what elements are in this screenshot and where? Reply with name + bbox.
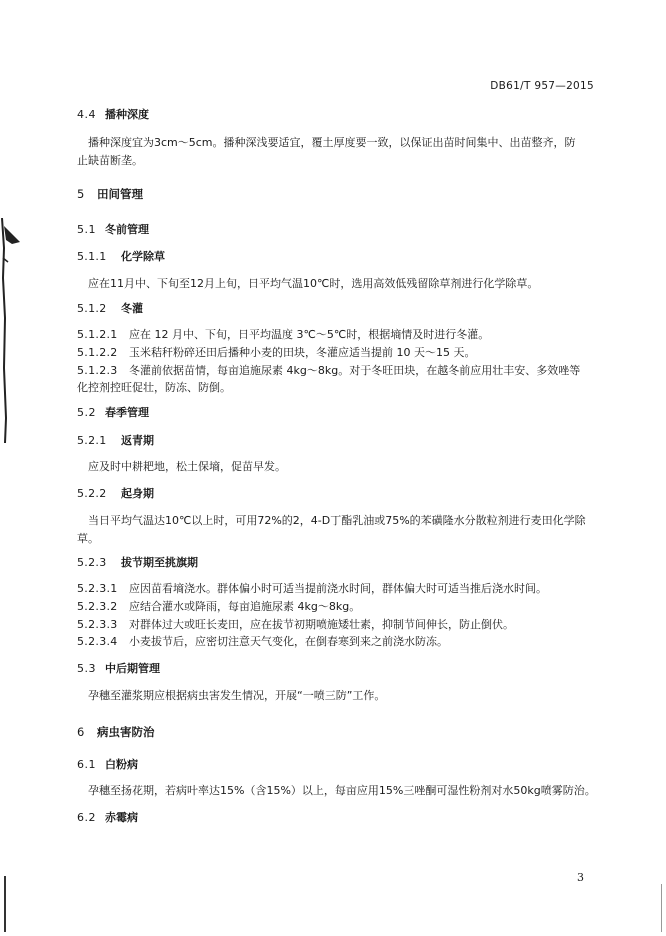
paragraph-line: 应及时中耕耙地，松土保墒，促苗早发。	[88, 460, 286, 473]
heading-5-2-3	[77, 556, 198, 570]
item-text: 冬灌前依据苗情，每亩追施尿素 4kg～8kg。对于冬旺田块，在越冬前应用壮丰安、多效唑等	[129, 364, 581, 377]
heading-number: 6.1	[77, 758, 96, 771]
heading-6-2	[77, 811, 138, 825]
heading-4-4	[77, 108, 149, 122]
list-item-5-2-3-1	[77, 582, 547, 596]
heading-title: 田间管理	[97, 187, 143, 201]
heading-title: 中后期管理	[105, 662, 160, 675]
heading-title: 赤霉病	[105, 811, 138, 824]
item-text: 小麦拔节后，应密切注意天气变化，在倒春寒到来之前浇水防冻。	[129, 635, 448, 648]
heading-6-1	[77, 758, 138, 772]
list-item-5-2-3-4	[77, 635, 448, 649]
item-number: 5.1.2.3	[77, 364, 118, 377]
item-number: 5.1.2.2	[77, 346, 118, 359]
list-item-5-2-3-3	[77, 618, 514, 632]
heading-title: 播种深度	[105, 108, 149, 121]
scan-edge-line	[4, 876, 6, 932]
heading-title: 病虫害防治	[97, 725, 155, 739]
heading-5-1-2	[77, 302, 143, 316]
item-number: 5.2.3.2	[77, 600, 118, 613]
heading-5-2	[77, 406, 149, 420]
heading-title: 春季管理	[105, 406, 149, 419]
heading-5	[77, 187, 143, 201]
paragraph-line: 孕穗至扬花期，若病叶率达15%（含15%）以上，每亩应用15%三唑酮可湿性粉剂对水50kg喷雾防治。	[88, 784, 596, 797]
heading-6	[77, 725, 155, 739]
heading-number: 5.2.1	[77, 434, 107, 447]
heading-title: 冬前管理	[105, 223, 149, 236]
list-item-5-1-2-1	[77, 328, 489, 342]
heading-number: 4.4	[77, 108, 96, 121]
item-text: 应在 12 月中、下旬，日平均温度 3℃～5℃时，根据墒情及时进行冬灌。	[129, 328, 490, 341]
heading-title: 白粉病	[105, 758, 138, 771]
heading-number: 5.1.1	[77, 250, 107, 263]
heading-title: 返青期	[121, 434, 154, 447]
item-number: 5.2.3.3	[77, 618, 118, 631]
item-text: 玉米秸秆粉碎还田后播种小麦的田块，冬灌应适当提前 10 天～15 天。	[129, 346, 476, 359]
heading-title: 化学除草	[121, 250, 165, 263]
heading-5-1	[77, 223, 149, 237]
scan-edge-line	[661, 884, 662, 932]
paragraph-line: 草。	[77, 532, 99, 545]
heading-number: 5.2	[77, 406, 96, 419]
item-number: 5.1.2.1	[77, 328, 118, 341]
list-item-5-2-3-2	[77, 600, 360, 614]
scan-edge-mark	[0, 218, 22, 443]
heading-number: 5	[77, 187, 85, 201]
paragraph-line: 止缺苗断垄。	[77, 154, 143, 167]
heading-number: 5.1.2	[77, 302, 107, 315]
paragraph-line: 当日平均气温达10℃以上时，可用72%的2，4-D丁酯乳油或75%的苯磺隆水分散粒剂进行麦田化学除	[88, 514, 586, 527]
heading-5-3	[77, 662, 160, 676]
heading-5-1-1	[77, 250, 165, 264]
item-number: 5.2.3.1	[77, 582, 118, 595]
heading-number: 5.2.2	[77, 487, 107, 500]
heading-5-2-2	[77, 487, 154, 501]
heading-number: 6.2	[77, 811, 96, 824]
list-item-5-1-2-2	[77, 346, 475, 360]
heading-title: 拔节期至挑旗期	[121, 556, 198, 569]
heading-title: 起身期	[121, 487, 154, 500]
paragraph-line: 孕穗至灌浆期应根据病虫害发生情况，开展“一喷三防”工作。	[88, 689, 386, 702]
page-number: 3	[577, 871, 584, 884]
paragraph-line: 应在11月中、下旬至12月上旬，日平均气温10℃时，选用高效低残留除草剂进行化学除草。	[88, 277, 539, 290]
heading-number: 5.3	[77, 662, 96, 675]
heading-number: 6	[77, 725, 85, 739]
item-text: 应因苗看墒浇水。群体偏小时可适当提前浇水时间，群体偏大时可适当推后浇水时间。	[129, 582, 547, 595]
item-text: 对群体过大或旺长麦田，应在拔节初期喷施矮壮素，抑制节间伸长，防止倒伏。	[129, 618, 514, 631]
item-text: 应结合灌水或降雨，每亩追施尿素 4kg～8kg。	[129, 600, 361, 613]
item-number: 5.2.3.4	[77, 635, 118, 648]
heading-number: 5.1	[77, 223, 96, 236]
heading-5-2-1	[77, 434, 154, 448]
paragraph-line: 化控剂控旺促壮，防冻、防倒。	[77, 381, 231, 394]
list-item-5-1-2-3	[77, 364, 580, 378]
standard-code: DB61/T 957—2015	[490, 80, 594, 92]
heading-number: 5.2.3	[77, 556, 107, 569]
heading-title: 冬灌	[121, 302, 143, 315]
paragraph-line: 播种深度宜为3cm～5cm。播种深浅要适宜，覆土厚度要一致，以保证出苗时间集中、出苗整齐，防	[88, 136, 576, 149]
